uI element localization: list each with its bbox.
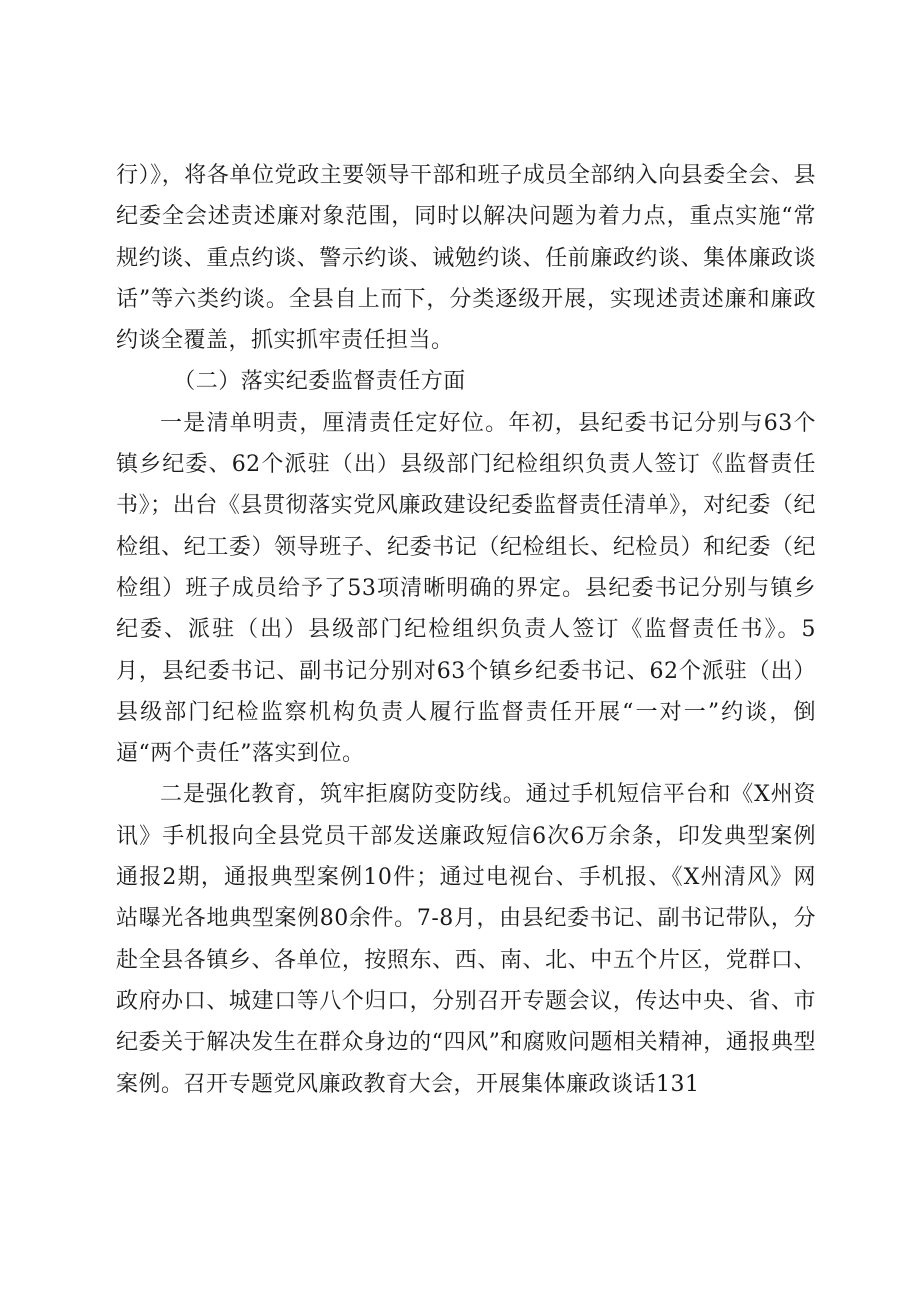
paragraph-supervision-list: 一是清单明责，厘清责任定好位。年初，县纪委书记分别与63个镇乡纪委、62个派驻（出）县级部门纪检组织负责人签订《监督责任书》；出台《县贯彻落实党风廉政建设纪委监督责任清单》，对纪委（纪检组、纪工委）领导班子、纪委书记（纪检组长、纪检员）和纪委（纪检组）班子成员给予了53项清晰明确的界定。县纪委书记分别与镇乡纪委、派驻（出）县级部门纪检组织负责人签订《监督责任书》。5月，县纪委书记、副书记分别对63个镇乡纪委书记、62个派驻（出）县级部门纪检监察机构负责人履行监督责任开展“一对一”约谈，倒逼“两个责任”落实到位。 (116, 410, 816, 767)
paragraph-continuation: 行）》，将各单位党政主要领导干部和班子成员全部纳入向县委全会、县纪委全会述责述廉对象范围，同时以解决问题为着力点，重点实施“常规约谈、重点约谈、警示约谈、诫勉约谈、任前廉政约谈、集体廉政谈话”等六类约谈。全县自上而下，分类逐级开展，实现述责述廉和廉政约谈全覆盖，抓实抓牢责任担当。 (116, 163, 816, 354)
section-heading: （二）落实纪委监督责任方面 (173, 369, 466, 395)
document-body (116, 155, 816, 1105)
paragraph-education: 二是强化教育，筑牢拒腐防变防线。通过手机短信平台和《X州资讯》手机报向全县党员干部发送廉政短信6次6万余条，印发典型案例通报2期，通报典型案例10件；通过电视台、手机报、《X州清风》网站曝光各地典型案例80余件。7-8月，由县纪委书记、副书记带队，分赴全县各镇乡、各单位，按照东、西、南、北、中五个片区，党群口、政府办口、城建口等八个归口，分别召开专题会议，传达中央、省、市纪委关于解决发生在群众身边的“四风”和腐败问题相关精神，通报典型案例。召开专题党风廉政教育大会，开展集体廉政谈话131 (116, 782, 816, 1097)
